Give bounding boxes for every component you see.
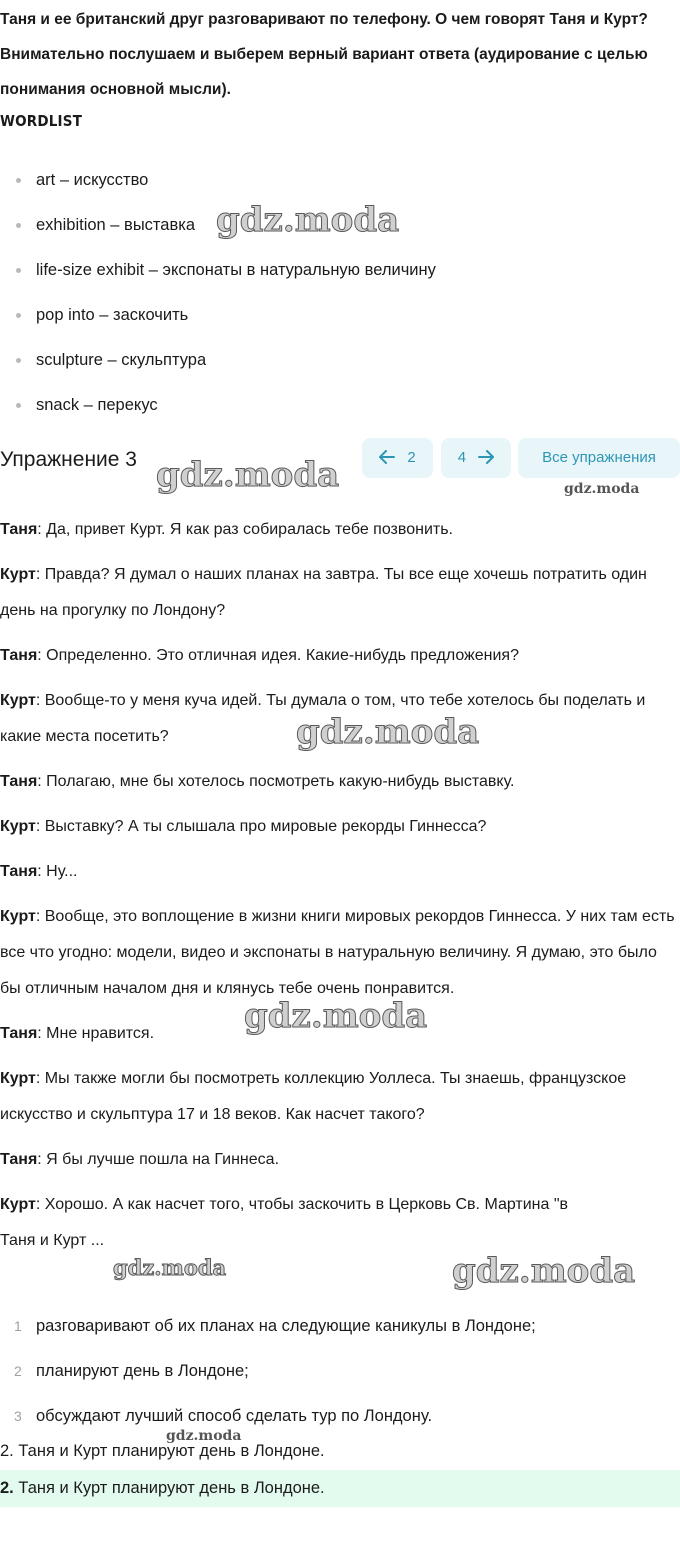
wordlist-item-text: snack – перекус (36, 396, 158, 414)
dialogue-line (0, 854, 680, 890)
dialogue-text: : Мы также могли бы посмотреть коллекцию Уоллеса. Ты знаешь, французское искусство и скульптура 17 и 18 веков. Как насчет такого? (0, 1070, 627, 1123)
dialogue-text: : Вообще-то у меня куча идей. Ты думала о том, что тебе хотелось бы поделать и какие места посетить? (0, 692, 646, 745)
list-item (0, 160, 680, 205)
dialogue-text: : Полагаю, мне бы хотелось посмотреть какую-нибудь выставку. (37, 773, 515, 790)
dialogue-line (0, 557, 680, 629)
option-number: 2 (14, 1363, 22, 1379)
speaker: Таня (0, 863, 38, 880)
watermark: gdz.moda (113, 1255, 227, 1280)
wordlist-item-text: life-size exhibit – экспонаты в натуральную величину (36, 261, 436, 279)
list-item (0, 340, 680, 385)
intro-text: Таня и ее британский друг разговаривают по телефону. О чем говорят Таня и Курт? Внимательно послушаем и выберем верный вариант ответа (аудирование с целью понимания основной мысли). (0, 11, 648, 98)
dialogue-text: : Хорошо. А как насчет того, чтобы заскочить в Церковь Св. Мартина "в (35, 1196, 569, 1213)
question-text: Таня и Курт ... (0, 1232, 105, 1249)
answer-number: 2. (0, 1479, 14, 1497)
speaker: Курт (0, 566, 36, 583)
option-text: разговаривают об их планах на следующие каникулы в Лондоне; (36, 1317, 536, 1335)
dialogue-line (0, 809, 680, 845)
watermark: gdz.moda (296, 712, 480, 752)
answer-options (0, 1306, 680, 1441)
speaker: Курт (0, 692, 36, 709)
list-item (0, 385, 680, 430)
dialogue-line (0, 1061, 680, 1133)
bullet-icon (16, 313, 21, 318)
speaker: Курт (0, 908, 36, 925)
exercise-title: Упражнение 3 (0, 448, 137, 471)
watermark: gdz.moda (452, 1251, 636, 1291)
option-number: 3 (14, 1408, 22, 1424)
speaker: Курт (0, 818, 36, 835)
wordlist-item-text: art – искусство (36, 171, 149, 189)
dialogue-line (0, 512, 680, 548)
bullet-icon (16, 223, 21, 228)
dialogue-text: : Правда? Я думал о наших планах на завтра. Ты все еще хочешь потратить один день на прогулку по Лондону? (0, 566, 647, 619)
dialogue-text: : Ну... (37, 863, 78, 880)
wordlist-item-text: pop into – заскочить (36, 306, 189, 324)
dialogue-text: : Я бы лучше пошла на Гиннеса. (37, 1151, 280, 1168)
option-text: планируют день в Лондоне; (36, 1362, 249, 1380)
dialogue-line (0, 638, 680, 674)
next-exercise-label: 4 (457, 449, 467, 466)
dialogue-line (0, 1187, 680, 1259)
list-item (0, 1306, 680, 1351)
watermark: gdz.moda (564, 481, 640, 497)
dialogue (0, 512, 680, 1259)
bullet-icon (16, 403, 21, 408)
list-item (0, 1351, 680, 1396)
dialogue-text: : Вообще, это воплощение в жизни книги мировых рекордов Гиннесса. У них там есть все что угодно: модели, видео и экспонаты в натуральную величину. Я думаю, это было бы отличным началом дня и клянусь тебе очень понравится. (0, 908, 675, 997)
dialogue-text: : Выставку? А ты слышала про мировые рекорды Гиннесса? (35, 818, 487, 835)
bullet-icon (16, 178, 21, 183)
dialogue-line (0, 899, 680, 1007)
dialogue-text: : Определенно. Это отличная идея. Какие-нибудь предложения? (37, 647, 519, 664)
dialogue-line (0, 764, 680, 800)
arrow-right-icon (478, 449, 494, 466)
watermark: gdz.moda (156, 455, 340, 495)
speaker: Таня (0, 1151, 38, 1168)
speaker: Таня (0, 521, 38, 538)
option-text: обсуждают лучший способ сделать тур по Лондону. (36, 1407, 433, 1425)
speaker: Таня (0, 647, 38, 664)
wordlist-title: WORDLIST (0, 112, 83, 130)
prev-exercise-button[interactable] (362, 438, 433, 478)
list-item (0, 295, 680, 340)
arrow-left-icon (379, 449, 395, 466)
prev-exercise-label: 2 (407, 449, 416, 466)
watermark: gdz.moda (244, 996, 428, 1036)
dialogue-line (0, 1142, 680, 1178)
dialogue-text: : Да, привет Курт. Я как раз собиралась тебе позвонить. (37, 521, 453, 538)
bullet-icon (16, 268, 21, 273)
next-exercise-button[interactable] (441, 438, 511, 478)
exercise-header (0, 438, 680, 480)
all-exercises-button[interactable]: Все упражнения (518, 438, 680, 478)
speaker: Таня (0, 1025, 38, 1042)
watermark: gdz.moda (166, 1428, 242, 1444)
speaker: Курт (0, 1070, 36, 1087)
speaker: Таня (0, 773, 38, 790)
watermark: gdz.moda (216, 200, 400, 240)
speaker: Курт (0, 1196, 36, 1213)
dialogue-text: : Мне нравится. (37, 1025, 155, 1042)
bullet-icon (16, 358, 21, 363)
option-number: 1 (14, 1318, 22, 1334)
answer-highlight (0, 1470, 680, 1507)
wordlist-item-text: exhibition – выставка (36, 216, 196, 234)
wordlist-item-text: sculpture – скульптура (36, 351, 207, 369)
answer-highlight-text: Таня и Курт планируют день в Лондоне. (13, 1479, 325, 1497)
list-item (0, 250, 680, 295)
answer-text: 2. Таня и Курт планируют день в Лондоне. (0, 1442, 325, 1460)
